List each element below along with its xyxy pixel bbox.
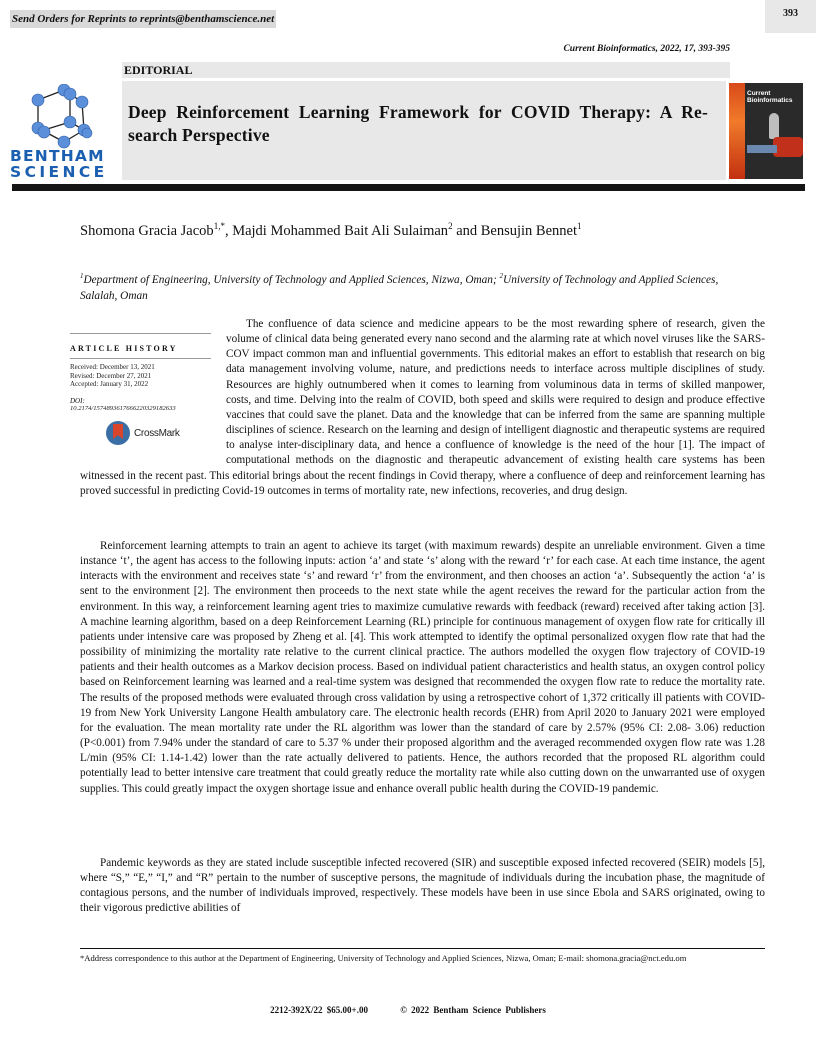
body-paragraph-2: Reinforcement learning attempts to train an agent to achieve its target (with maximum rewards) despite an unreliable environment. Given a time instance ‘t’, the agent has access to the following inputs: action ‘a’ and state ‘s’ along with the reward ‘r’ for each case. At each time instance, the agent interacts with the environment and receives state ‘s’ and reward ‘r’ from the environment, and then chooses an action ‘a’. Subsequently the action ‘a’ is sent to the environment [2]. The environment then proceeds to the next state while the agent receives the reward for the particular action from the environment. In this way, a reinforcement learning agent tries to maximize cumulative rewards with feedback (reward) received after taking action [3]. A machine learning algorithm, based on a deep Reinforcement Learning (RL) principle for continuous management of oxygen flow rate for critically ill patients under intensive care was proposed by Zheng et al. [4]. This work attempted to identify the optimal personalized oxygen flow rate that had the possibility of minimizing the mortality rate relative to the current clinical practice. The authors modelled the oxygen flow trajectory of COVID-19 patients and their health outcomes as a Markov decision process. Based on individual patient characteristics and health status, an oxygen control policy based on Reinforcement learning was learned and a real-time system was designed that recommended the oxygen flow rate to reduce the mortality rate. The results of the proposed methods were evaluated through cross validation by using a retrospective cohort of 1,372 critically ill patients with COVID-19 from New York University Langone Health ambulatory care. The electronic health records (EHR) from April 2020 to January 2021 were employed for the evaluation. The mean mortality rate under the RL algorithm was lower than the standard of care by 2.57% (95% CI: 2.08- 3.06) reduction (P<0.001) from 7.94% under the standard of care to 5.37 % under their proposed algorithm and the averaged recommended oxygen flow rate was 1.28 L/min (95% CI: 1.14-1.42) lower than the rate actually delivered to patients. Hence, the authors recorded that the proposed RL algorithm could potentially lead to better intensive care treatment that could greatly reduce the mortality rate while also cutting down on the unwarranted use of oxygen supplies. This could greatly impact the oxygen shortage issue and enhance overall public health during the COVID-19 pandemic. [80, 540, 765, 795]
logo-text-science: SCIENCE [10, 163, 108, 181]
journal-citation: Current Bioinformatics, 2022, 17, 393-395 [563, 44, 730, 54]
correspondence-footnote: *Address correspondence to this author at the Department of Engineering, University of Technology and Applied Sciences, Nizwa, Oman; E-mail: shomona.gracia@nct.edu.om [80, 953, 687, 963]
affiliation: Department of Engineering, University of Technology and Applied Sciences, Nizwa, Oman; [83, 273, 500, 286]
journal-cover-image [729, 83, 803, 179]
doi-label: DOI: [70, 396, 85, 405]
author-name: Shomona Gracia Jacob [80, 222, 214, 239]
header-divider [12, 184, 805, 191]
molecule-cube-icon [26, 84, 106, 152]
cover-title-line1: Current [747, 90, 771, 97]
received-date: Received: December 13, 2021 [70, 363, 155, 371]
author-superscript: 1 [577, 221, 582, 231]
accepted-date: Accepted: January 31, 2022 [70, 380, 149, 388]
author-list: Shomona Gracia Jacob$^{1,*}$, Majdi Mohammed Bait Ali Sulaiman$^2$ and Bensujin Bennet$^1$ [80, 221, 582, 239]
crossmark-label: CrossMark [134, 427, 180, 439]
revised-date: Revised: December 27, 2021 [70, 371, 152, 380]
author-name: Majdi Mohammed Bait Ali Sulaiman [232, 222, 449, 239]
affiliation: University of Technology and Applied Sciences, Salalah, Oman [80, 273, 719, 302]
author-superscript: 2 [448, 221, 453, 231]
section-label: EDITORIAL [122, 62, 730, 79]
article-history-heading: ARTICLE HISTORY [70, 344, 211, 359]
title-box [122, 81, 726, 180]
journal-volume: 17 [684, 44, 694, 54]
body-paragraph-3: Pandemic keywords as they are stated include susceptible infected recovered (SIR) and susceptible exposed infected recovered (SEIR) models [5], where “S,” “E,” “I,” and “R” pertain to the number of susceptive persons, the magnitude of individuals during the incubation phase, the magnitude of contagious persons, and the number of individuals improved, respectively. These models have been in use since Ebola and SARS originated, owing to their vigorous predictive abilities of [80, 857, 765, 915]
copyright: © 2022 Bentham Science Publishers [400, 1005, 546, 1015]
page-footer [0, 1005, 816, 1015]
article-title: Deep Reinforcement Learning Framework for COVID Therapy: A Re-search Perspective [128, 102, 708, 145]
logo-text-bentham: BENTHAM [10, 147, 105, 165]
journal-name: Current Bioinformatics [563, 44, 656, 54]
journal-year: 2022 [660, 44, 680, 54]
issn-price: 2212-392X/22 $65.00+.00 [270, 1005, 368, 1015]
page-number: 393 [765, 0, 816, 33]
journal-pages: 393-395 [698, 44, 730, 54]
affiliations: $^1$Department of Engineering, University of Technology and Applied Sciences, Nizwa, Oman; $^2$University of Technology and Applied Sciences, Salalah, Oman [80, 272, 719, 302]
doi-link[interactable]: 10.2174/1574893617666220329182633 [70, 404, 176, 412]
bentham-science-logo [8, 84, 112, 180]
body-paragraph-1: The confluence of data science and medicine appears to be the most rewarding sphere of research, given the volume of clinical data being generated every nano second and the alarming rate at which novel viruses like the SARS-COV impact common man and influential governments. This editorial makes an effort to establish that research on big data management involving volume, nature, and predictions needs to interface across multiple disciplines of study. Resources are highly outnumbered when it comes to learning from voluminous data in terms of skilled manpower, costs, and time. Delving into the realm of COVID, both speed and skills were required to design and produce effective vaccines that could save the planet. Data and the knowledge that can be inferred from the same are spanning multiple disciplines of science. Research on the learning and design of intelligent diagnostic and therapeutic systems are required to analyse inter-disciplinary data, and hence a confluence of knowledge is the need of the hour [1]. The impact of computational methods on the diagnostic and therapeutic advancement of existing health care systems has been witnessed in the recent past. This editorial brings about the recent findings in Covid therapy, where a confluence of deep and reinforcement learning has proved successful in predicting Covid-19 outcomes in terms of mortality rate, new infections, recoveries, and drug design. [80, 318, 765, 497]
footnote-divider [80, 948, 765, 949]
author-name: Bensujin Bennet [480, 222, 578, 239]
cover-title-line2: Bioinformatics [747, 97, 793, 104]
author-superscript: 1,* [213, 221, 225, 231]
reprint-notice: Send Orders for Reprints to reprints@benthamscience.net [10, 10, 276, 28]
